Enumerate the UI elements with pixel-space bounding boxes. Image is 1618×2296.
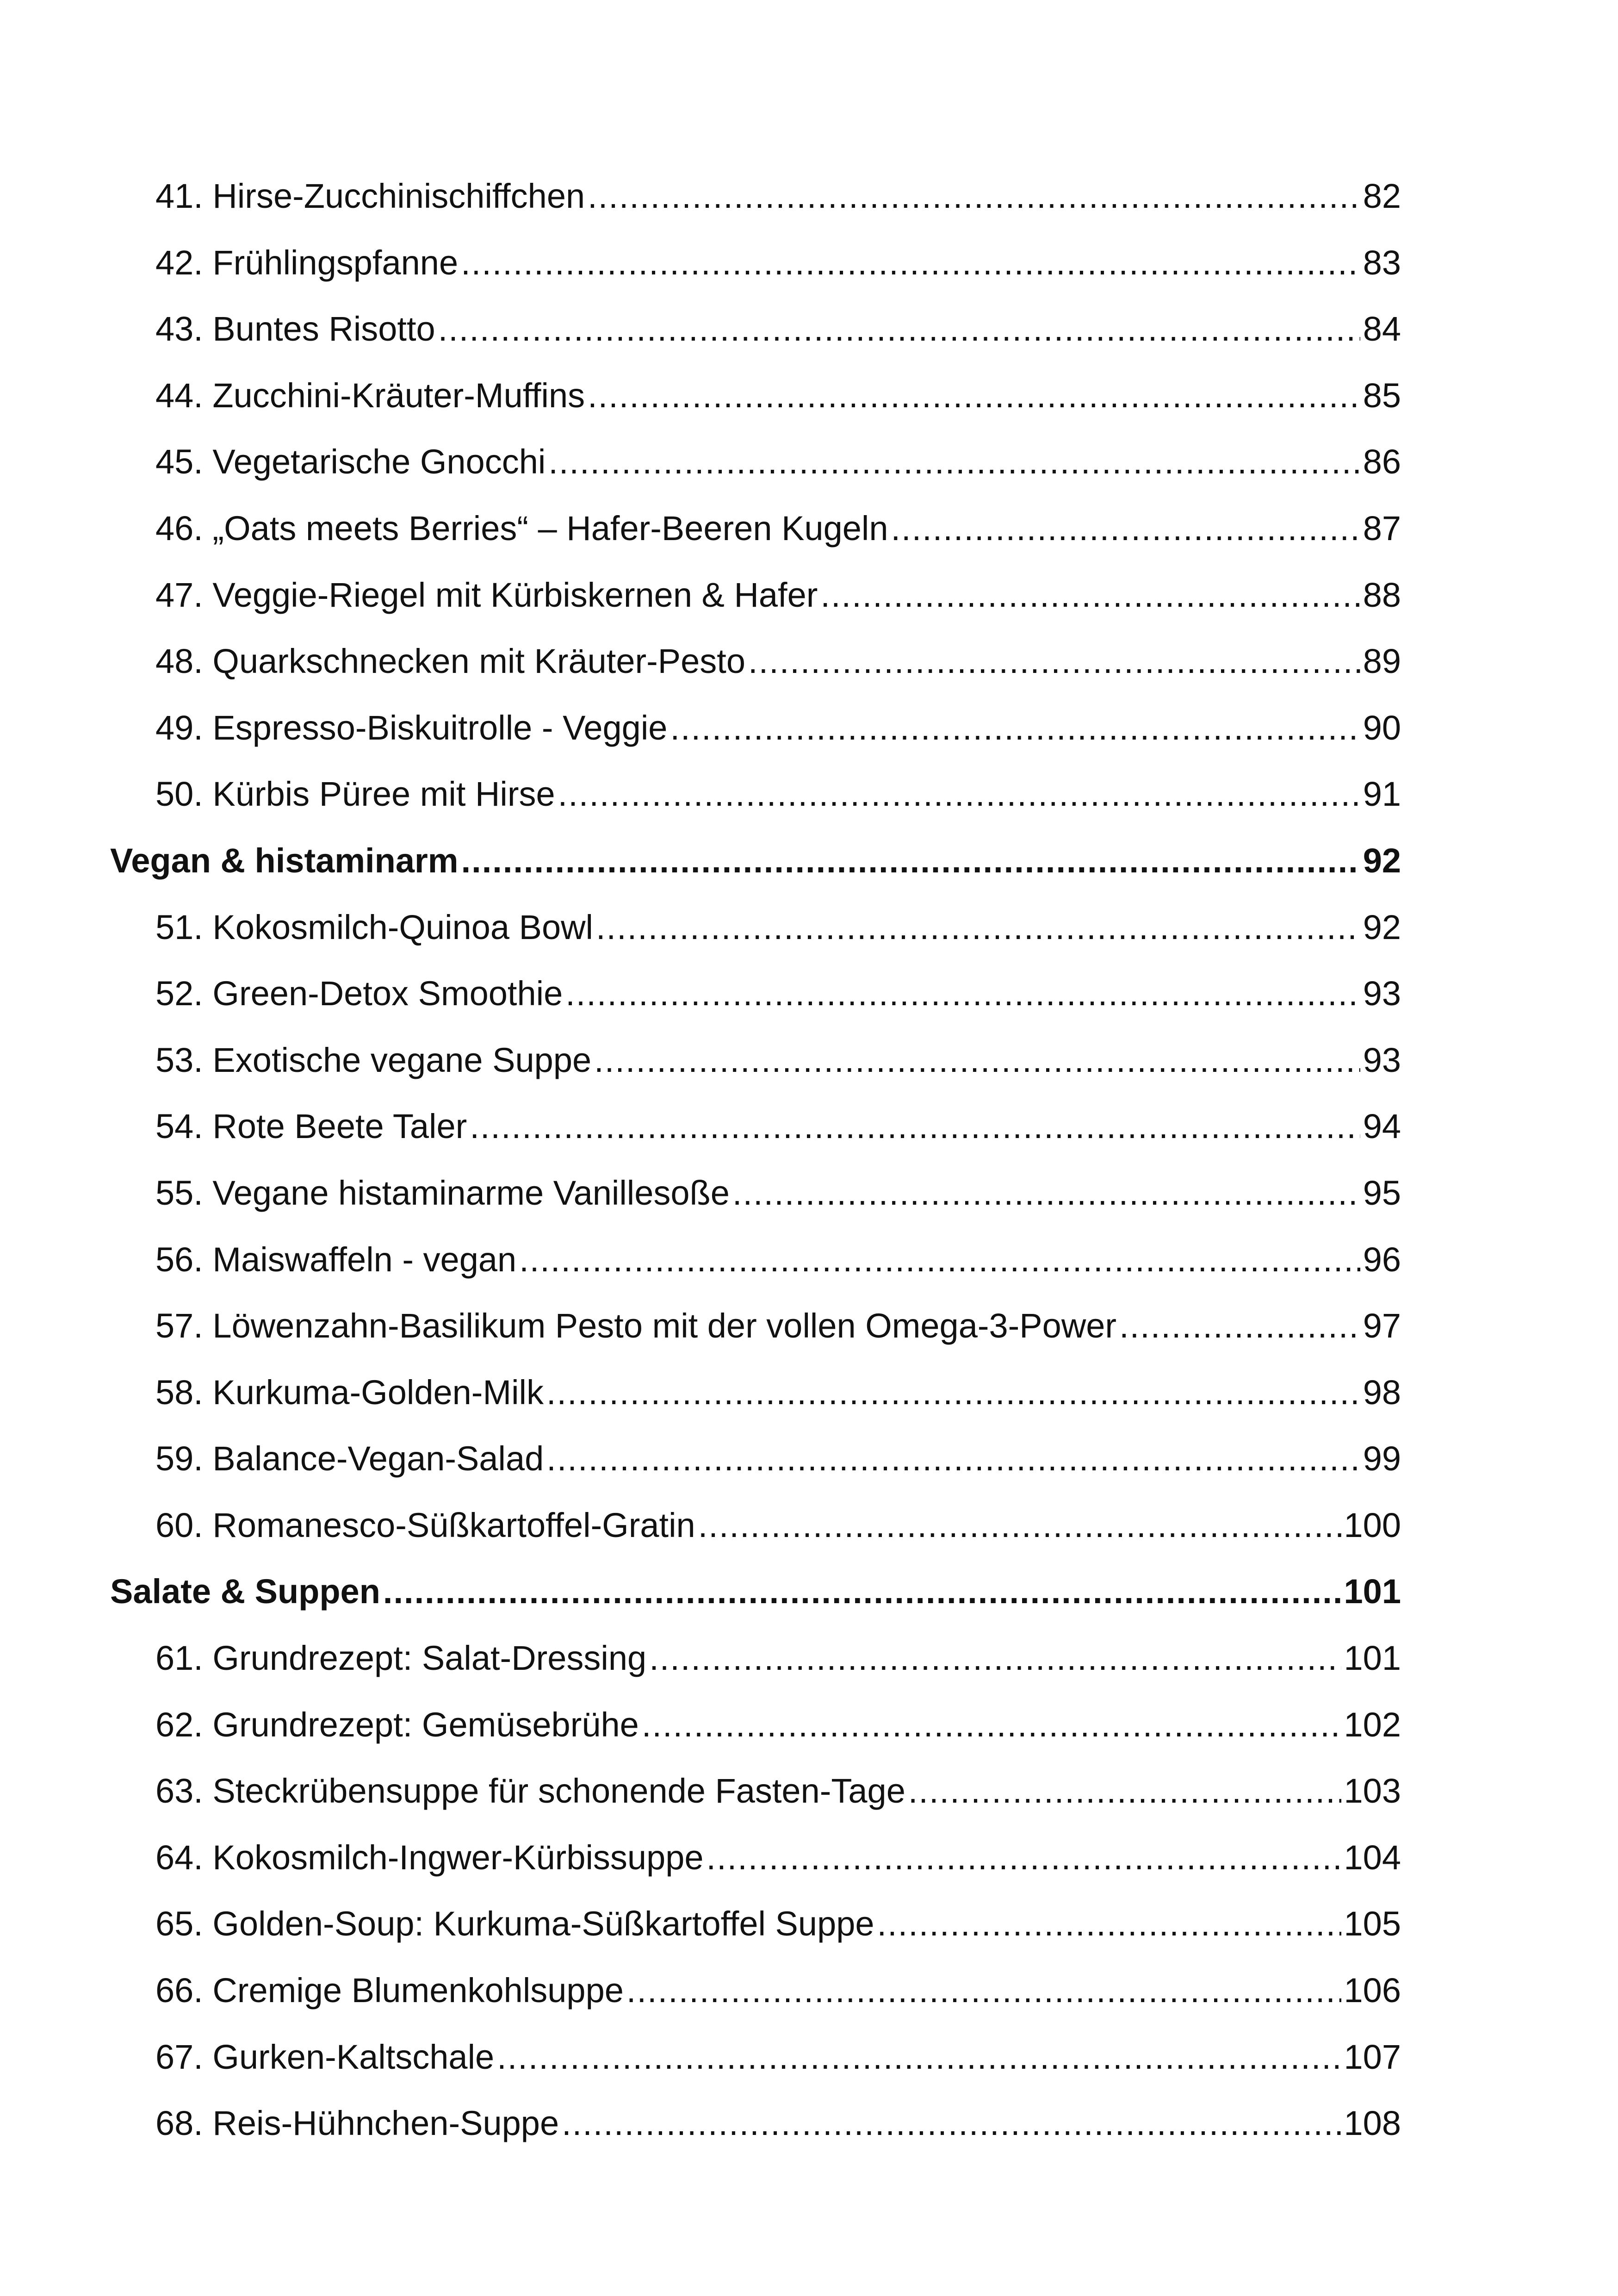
toc-entry[interactable] — [110, 695, 1401, 761]
toc-entry[interactable] — [110, 1758, 1401, 1824]
toc-section-heading[interactable] — [110, 828, 1401, 894]
toc-page-number: 105 — [1344, 1904, 1401, 1943]
dot-leader — [626, 1957, 1341, 2024]
toc-title: 62. Grundrezept: Gemüsebrühe — [155, 1705, 639, 1744]
toc-entry[interactable] — [110, 1692, 1401, 1758]
dot-leader — [642, 1692, 1341, 1758]
toc-page-number: 90 — [1363, 708, 1401, 747]
toc-entry[interactable] — [110, 1160, 1401, 1226]
toc-page-number: 95 — [1363, 1173, 1401, 1212]
table-of-contents — [110, 163, 1401, 2157]
dot-leader — [546, 1359, 1360, 1426]
toc-title: Salate & Suppen — [110, 1572, 380, 1611]
toc-entry[interactable] — [110, 1425, 1401, 1492]
dot-leader — [748, 628, 1360, 695]
toc-entry[interactable] — [110, 163, 1401, 230]
toc-page-number: 85 — [1363, 376, 1401, 415]
toc-entry[interactable] — [110, 761, 1401, 828]
dot-leader — [565, 960, 1360, 1027]
toc-section-heading[interactable] — [110, 1558, 1401, 1625]
toc-title: 51. Kokosmilch-Quinoa Bowl — [155, 908, 593, 946]
dot-leader — [588, 163, 1360, 230]
toc-title: 55. Vegane histaminarme Vanillesoße — [155, 1173, 730, 1212]
dot-leader — [707, 1824, 1341, 1891]
dot-leader — [908, 1758, 1341, 1824]
toc-page-number: 101 — [1344, 1572, 1401, 1611]
toc-entry[interactable] — [110, 429, 1401, 495]
toc-page-number: 86 — [1363, 442, 1401, 481]
dot-leader — [670, 695, 1360, 761]
toc-page-number: 101 — [1344, 1639, 1401, 1678]
toc-title: 47. Veggie-Riegel mit Kürbiskernen & Hafer — [155, 575, 818, 614]
toc-entry[interactable] — [110, 562, 1401, 628]
toc-entry[interactable] — [110, 495, 1401, 562]
toc-entry[interactable] — [110, 960, 1401, 1027]
toc-title: 48. Quarkschnecken mit Kräuter-Pesto — [155, 642, 746, 681]
toc-page-number: 93 — [1363, 1040, 1401, 1079]
toc-title: Vegan & histaminarm — [110, 841, 459, 880]
toc-title: 68. Reis-Hühnchen-Suppe — [155, 2104, 559, 2143]
dot-leader — [470, 1093, 1360, 1160]
toc-page-number: 91 — [1363, 775, 1401, 814]
dot-leader — [698, 1492, 1341, 1559]
dot-leader — [1119, 1293, 1360, 1359]
dot-leader — [461, 828, 1360, 894]
toc-entry[interactable] — [110, 296, 1401, 362]
toc-entry[interactable] — [110, 2090, 1401, 2157]
toc-title: 54. Rote Beete Taler — [155, 1107, 467, 1146]
toc-title: 46. „Oats meets Berries“ – Hafer-Beeren Kugeln — [155, 509, 888, 548]
dot-leader — [548, 429, 1360, 495]
toc-entry[interactable] — [110, 362, 1401, 429]
toc-entry[interactable] — [110, 1957, 1401, 2024]
toc-title: 64. Kokosmilch-Ingwer-Kürbissuppe — [155, 1838, 704, 1877]
dot-leader — [546, 1425, 1360, 1492]
toc-entry[interactable] — [110, 1492, 1401, 1559]
toc-page-number: 98 — [1363, 1373, 1401, 1412]
dot-leader — [891, 495, 1360, 562]
toc-title: 42. Frühlingspfanne — [155, 243, 459, 282]
toc-entry[interactable] — [110, 628, 1401, 695]
toc-entry[interactable] — [110, 1891, 1401, 1957]
toc-page-number: 102 — [1344, 1705, 1401, 1744]
toc-entry[interactable] — [110, 894, 1401, 961]
toc-page-number: 84 — [1363, 310, 1401, 348]
dot-leader — [497, 2024, 1341, 2091]
toc-page-number: 83 — [1363, 243, 1401, 282]
toc-title: 60. Romanesco-Süßkartoffel-Gratin — [155, 1506, 695, 1544]
toc-page-number: 97 — [1363, 1307, 1401, 1345]
toc-title: 41. Hirse-Zucchinischiffchen — [155, 177, 585, 215]
toc-entry[interactable] — [110, 1359, 1401, 1426]
dot-leader — [594, 1027, 1360, 1094]
dot-leader — [588, 362, 1360, 429]
toc-page-number: 92 — [1363, 841, 1401, 880]
toc-page-number: 93 — [1363, 974, 1401, 1013]
dot-leader — [596, 894, 1360, 961]
toc-page-number: 89 — [1363, 642, 1401, 681]
toc-title: 50. Kürbis Püree mit Hirse — [155, 775, 555, 814]
toc-title: 53. Exotische vegane Suppe — [155, 1040, 592, 1079]
dot-leader — [820, 562, 1360, 628]
toc-entry[interactable] — [110, 1027, 1401, 1094]
toc-title: 59. Balance-Vegan-Salad — [155, 1439, 544, 1478]
dot-leader — [558, 761, 1360, 828]
toc-page-number: 107 — [1344, 2037, 1401, 2076]
dot-leader — [438, 296, 1360, 362]
dot-leader — [732, 1160, 1360, 1226]
toc-page-number: 96 — [1363, 1240, 1401, 1279]
toc-title: 49. Espresso-Biskuitrolle - Veggie — [155, 708, 668, 747]
toc-entry[interactable] — [110, 2024, 1401, 2091]
toc-title: 56. Maiswaffeln - vegan — [155, 1240, 517, 1279]
toc-page-number: 88 — [1363, 575, 1401, 614]
toc-page-number: 106 — [1344, 1971, 1401, 2010]
toc-title: 52. Green-Detox Smoothie — [155, 974, 563, 1013]
toc-entry[interactable] — [110, 1625, 1401, 1692]
toc-page-number: 87 — [1363, 509, 1401, 548]
toc-title: 65. Golden-Soup: Kurkuma-Süßkartoffel Suppe — [155, 1904, 874, 1943]
dot-leader — [877, 1891, 1341, 1957]
toc-page-number: 108 — [1344, 2104, 1401, 2143]
toc-title: 67. Gurken-Kaltschale — [155, 2037, 495, 2076]
toc-page-number: 103 — [1344, 1772, 1401, 1811]
toc-page-number: 94 — [1363, 1107, 1401, 1146]
dot-leader — [383, 1558, 1341, 1625]
toc-page-number: 82 — [1363, 177, 1401, 215]
toc-title: 45. Vegetarische Gnocchi — [155, 442, 546, 481]
toc-entry[interactable] — [110, 230, 1401, 296]
toc-title: 58. Kurkuma-Golden-Milk — [155, 1373, 544, 1412]
toc-title: 63. Steckrübensuppe für schonende Fasten-Tage — [155, 1772, 905, 1811]
toc-page-number: 92 — [1363, 908, 1401, 946]
toc-page-number: 100 — [1344, 1506, 1401, 1544]
dot-leader — [562, 2090, 1341, 2157]
dot-leader — [461, 230, 1360, 296]
dot-leader — [519, 1226, 1360, 1293]
toc-title: 44. Zucchini-Kräuter-Muffins — [155, 376, 585, 415]
toc-entry[interactable] — [110, 1226, 1401, 1293]
toc-entry[interactable] — [110, 1093, 1401, 1160]
toc-title: 66. Cremige Blumenkohlsuppe — [155, 1971, 624, 2010]
toc-entry[interactable] — [110, 1824, 1401, 1891]
toc-page-number: 99 — [1363, 1439, 1401, 1478]
toc-title: 57. Löwenzahn-Basilikum Pesto mit der vollen Omega-3-Power — [155, 1307, 1117, 1345]
toc-title: 43. Buntes Risotto — [155, 310, 435, 348]
toc-entry[interactable] — [110, 1293, 1401, 1359]
toc-title: 61. Grundrezept: Salat-Dressing — [155, 1639, 647, 1678]
toc-page-number: 104 — [1344, 1838, 1401, 1877]
dot-leader — [649, 1625, 1341, 1692]
